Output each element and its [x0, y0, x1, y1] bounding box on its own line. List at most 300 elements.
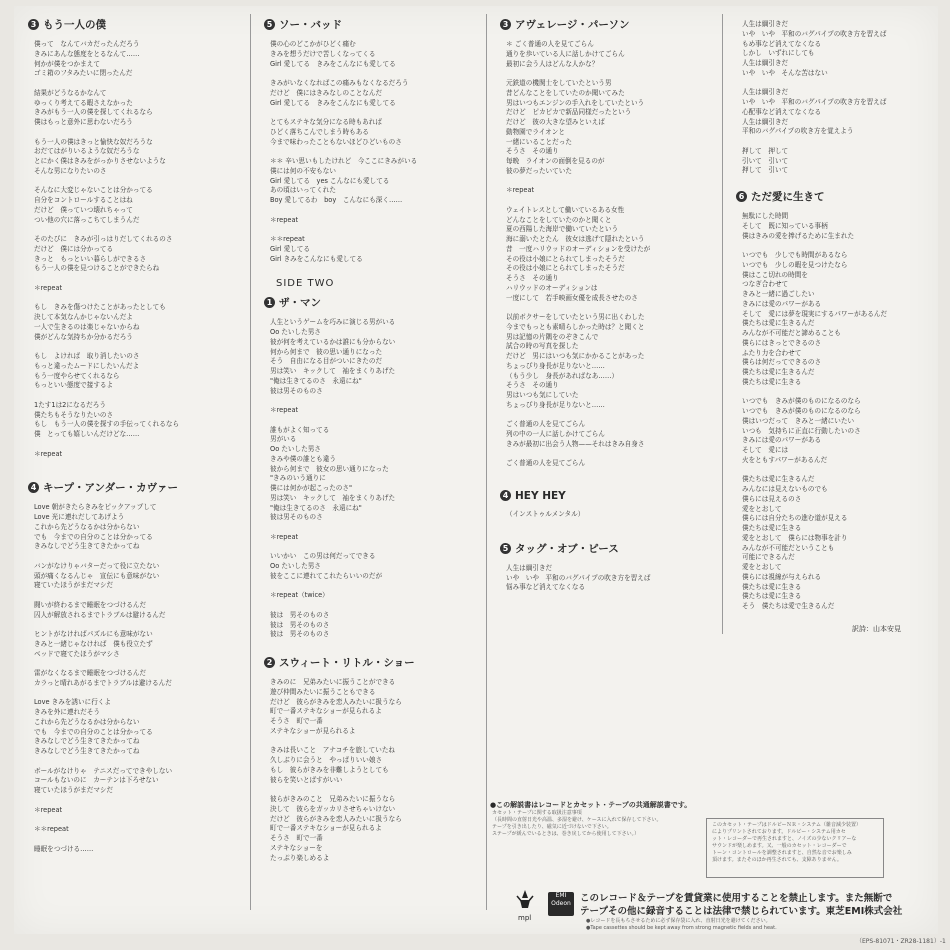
lyric-line: きみには愛のパワーがある	[742, 299, 822, 308]
lyric-line	[736, 241, 932, 251]
track-number-icon: 4	[28, 482, 39, 493]
lyric-line: 動物園でライオンと	[506, 127, 565, 136]
lyric-line: 決して 彼らをガッカリさせちゃいけない	[270, 804, 396, 813]
notice-line: サウンドが楽しめます。又、一般のカセット・レコーダーで	[712, 843, 847, 849]
lyric-line: 無駄にした時間	[742, 212, 789, 220]
lyric-line	[264, 147, 480, 157]
song-title: 4 キープ・アンダー・カヴァー	[28, 480, 244, 495]
lyric-line: 彼は 男そのものさ	[270, 630, 330, 639]
lyric-line: そして 愛には	[742, 446, 789, 454]
lyric-line: 以前ボクサーをしていたという男に出くわした	[506, 313, 645, 321]
lyric-line: 僕たちは愛に生きるんだ	[742, 368, 815, 376]
lyric-line: 人生というゲームを巧みに演じる男がいる	[270, 318, 396, 327]
lyric-line: Girl 愛してる きみをこんなにも愛してる	[270, 98, 396, 107]
lyric-line: いや いや 平和のバグパイプの吹き方を習えば	[742, 29, 887, 38]
note-line: ステープが緩んでいるときは、巻き戻してから使用して下さい。）	[492, 831, 640, 837]
lyric-line: 僕たちもそうなりたいのさ	[34, 410, 114, 419]
lyric-line	[28, 294, 244, 304]
lyric-line	[264, 523, 480, 533]
copyright-warning: このレコード＆テープを賃貸業に使用することを禁止します。また無断で テープその他に録音することは法律で禁じられています。東芝EMI株式会社	[580, 893, 903, 917]
lyric-line: 僕らには自分たちの進む道が見える	[742, 514, 848, 523]
lyric-line	[28, 391, 244, 401]
lyric-line: カラっと晴れあがるまでトラブルは避けるんだ	[34, 678, 172, 687]
lyric-line: ごく普通の人を見てごらん	[506, 420, 586, 429]
lyric-line: そんな男になりたいのさ	[34, 166, 107, 175]
lyric-line: いや いや 平和のバグパイプの吹き方を習えば	[742, 98, 887, 106]
lyric-line: 男がいる	[270, 435, 297, 444]
lyric-line: だけど 僕には分かってる	[34, 244, 114, 253]
lyric-line: そうさ 町で一番	[270, 834, 323, 842]
lyric-line: だけど 彼らがきみを恋人みたいに扱うなら	[270, 814, 402, 823]
lyric-line: 男はいつも気にしていた	[506, 391, 579, 399]
track-number-icon: 2	[264, 657, 275, 668]
lyric-line	[28, 591, 244, 601]
lyric-line: 心配事など消えてなくなる	[742, 107, 822, 116]
lyric-line: もし もう一人の僕を探すの手伝ってくれるなら	[34, 420, 180, 429]
emi-odeon-logo: EMI Odeon	[548, 892, 574, 916]
lyric-line: 彼の夢だったいていた	[506, 166, 572, 175]
song-title: 3 もう一人の僕	[28, 17, 244, 32]
lyric-line: つなぎ合わせて	[742, 280, 789, 289]
lyric-line: きみのに 兄弟みたいに振うことができる	[270, 678, 396, 686]
lyric-line: いいかい この男は何だってできる	[270, 552, 376, 561]
song-title: 5 タッグ・オブ・ピース	[500, 541, 716, 556]
lyric-line: だけど ピカピカで新品同様だったという	[506, 108, 632, 117]
lyric-line: だけど 彼の大きな望みといえば	[506, 118, 605, 126]
lyric-line: これから先どうなるかは分からない	[34, 522, 140, 531]
lyric-line: ひどく落ちこんでしまう時もある	[270, 127, 369, 136]
lyric-line: 押して 押して	[742, 146, 789, 155]
lyric-line: ゴミ箱のフタみたいに閉ったんだ	[34, 69, 133, 78]
lyric-line: もっといい態度で接するよ	[34, 381, 114, 390]
lyric-line: 悩み事など消えてなくなる	[506, 583, 586, 592]
lyric-line	[500, 450, 716, 460]
lyrics-block	[264, 40, 480, 264]
lyric-line: きみなしでどう生きてきたかってね	[34, 747, 140, 755]
track-number-icon: 5	[500, 543, 511, 554]
lyric-line: 僕たちは愛に生きる	[742, 592, 802, 601]
lyric-line: ちょっぴり身長が足りないと……	[506, 400, 605, 409]
lyric-line: 海に溺いたとたん 彼女は逃げて隠れたという	[506, 235, 645, 243]
lyric-line: 一度にして 若手映画女優を成長させたのさ	[506, 293, 638, 302]
lyric-line: 男は笑い キックして 袖をまくりあげた	[270, 367, 396, 375]
lyric-line: 愛をとおして	[742, 504, 782, 513]
lyric-line: ＊ ごく普通の人を見てごらん	[506, 40, 594, 48]
lyric-line: 火をともすパワーがあるんだ	[742, 455, 828, 464]
lyrics-block	[736, 20, 932, 176]
lyric-line: そして 愛には夢を現実にするパワーがあるんだ	[742, 309, 888, 318]
lyric-line: Girl 愛してる きみをこんなにも愛してる	[270, 59, 396, 68]
cassette-note	[486, 796, 722, 838]
catalog-code: （EPS-81071・ZR28-1181）-1	[856, 938, 946, 945]
lyric-line: 毎晩 ライオンの面倒を見るのが	[506, 157, 605, 165]
lyric-line: ＊repeat	[270, 215, 299, 224]
lyric-line: いつでも きみが僕のものになるのなら	[742, 397, 861, 406]
lyric-line: 通りを歩いている人に話しかけてごらん	[506, 49, 625, 58]
lyric-line: ちょっぴり身長が足りないと……	[506, 361, 605, 370]
lyric-line: その役は小娘にとられてしまったそうだ	[506, 254, 625, 263]
lyric-line: 僕らにはきっとできるのさ	[742, 338, 822, 347]
lyric-line	[264, 737, 480, 747]
care-line: ●レコードを長もちさせるために必ず保存袋に入れ、直射日光を避けてください。	[586, 918, 771, 924]
lyric-line	[500, 196, 716, 206]
lyric-line: ＊＊ 辛い思いもしたけれど 今ここにきみがいる	[270, 157, 418, 165]
track-number-icon: 5	[264, 19, 275, 30]
lyric-line: でも 今までの自分のことは分かってる	[34, 727, 153, 736]
lyric-line: 僕たちは愛に生きるんだ	[742, 319, 815, 328]
lyrics-block	[28, 503, 244, 854]
lyric-line: とてもステキな気分になる時もあれば	[270, 118, 382, 126]
lyric-line: おだてはがりいるような奴だろうな	[34, 147, 140, 156]
lyric-line	[28, 757, 244, 767]
lyric-line: Girl 愛してる	[270, 244, 310, 253]
lyric-line: きみなしでどう生きてきたかってね	[34, 542, 140, 551]
song-title: 6 ただ愛に生きて	[736, 189, 932, 204]
lyric-line: 夏の西陽した海岸で働いていたという	[506, 225, 619, 234]
lyric-line	[264, 108, 480, 118]
lyric-line: きみがもう一人の僕を探してくれるなら	[34, 108, 153, 117]
care-line: ●Tape cassettes should be kept away from strong magnetic fields and heat.	[586, 925, 777, 931]
lyric-line: きみは長いこと アナコチを旅していたね	[270, 746, 396, 755]
lyric-line: 僕はきみの愛を捧げるために生まれた	[742, 231, 855, 240]
lyric-line: 僕たちは愛に生きる	[742, 582, 802, 591]
mpl-logo-text: mpl	[518, 914, 532, 922]
lyric-line: もう一人の僕はきっと愉快な奴だろうな	[34, 137, 153, 146]
lyric-line: きみなしでどう生きてきたかってね	[34, 737, 140, 746]
lyric-line: 試合の時の写真を探した	[506, 342, 579, 351]
lyric-line: もし 彼らがきみを非難しようとしても	[270, 765, 389, 774]
lyric-line: 彼は男そのものさ	[270, 513, 323, 522]
lyric-line	[28, 835, 244, 845]
lyric-line	[736, 388, 932, 398]
lyric-line: 闘いが終わるまで睡眠をつづけるんだ	[34, 600, 147, 609]
note-title: ●この解説書はレコードとカセット・テープの共通解説書です。	[490, 801, 692, 809]
lyric-line: 寝ていたほうがまだマシだ	[34, 581, 114, 590]
lyric-line: もっと違ったムードにしたいんだよ	[34, 361, 140, 370]
note-line: テープを引き出したり、磁気に近づけないで下さい。	[492, 824, 612, 830]
lyric-line	[264, 582, 480, 592]
lyric-line: 僕らには見えるのさ	[742, 494, 802, 503]
lyric-line: "俺は生きてるのさ 永遠にね"	[270, 503, 362, 512]
lyric-line: 男は記憶の片隅をのぞきこんで	[506, 332, 599, 341]
lyric-line: だけど 僕にはきみなしのことなんだ	[270, 88, 383, 97]
lyric-line: 僕 とっても嬉しいんだけどな……	[34, 430, 140, 438]
lyric-line: ＊repeat	[270, 532, 299, 541]
lyric-line	[264, 396, 480, 406]
lyric-line: Oo たいした男さ	[270, 328, 321, 336]
lyric-line: そうさ 町で一番	[270, 717, 323, 725]
song-title: 4 HEY HEY	[500, 490, 716, 502]
lyric-line: ボールがなけりゃ テニスだってできやしない	[34, 766, 173, 775]
lyric-line	[500, 411, 716, 421]
lyric-line: そう 自由になる目がついにきたのだ	[270, 357, 383, 366]
lyric-line: そうさ その通り	[506, 274, 559, 282]
lyric-line: 決して本気なんかじゃないんだよ	[34, 313, 133, 321]
lyric-line: 結果がどうなるかなんて	[34, 88, 107, 97]
column-4	[722, 14, 938, 924]
lyric-line: 彼は 男そのものさ	[270, 610, 330, 619]
notice-line: によりプリントされております。ドルビー・システム用カセ	[712, 829, 846, 835]
lyric-line: 僕たちは愛に生きる	[742, 377, 802, 386]
track-number-icon: 3	[28, 19, 39, 30]
lyric-line	[28, 128, 244, 138]
lyric-line: 引いて 引いて	[742, 156, 789, 165]
lyric-line: Girl きみをこんなにも愛してる	[270, 254, 363, 263]
lyric-line: Oo たいした男さ	[270, 445, 321, 453]
lyric-line: でも 今までの自分のことは分かってる	[34, 532, 153, 541]
lyric-line: 僕がどんな気持ちか分かるだろう	[34, 332, 133, 341]
lyric-line	[500, 69, 716, 79]
lyrics-block	[500, 40, 716, 469]
lyric-line: 昔 一度ハリウッドのオーディションを受けたが	[506, 244, 651, 253]
lyric-line: ＊repeat	[34, 283, 63, 292]
lyric-line	[264, 225, 480, 235]
lyric-line: 彼らを笑いとばすがいい	[270, 775, 343, 784]
lyric-line: 男は笑い キックして 袖をまくりあげた	[270, 493, 396, 502]
lyric-line: 人生は綱引きだ	[742, 59, 789, 67]
lyric-line	[28, 620, 244, 630]
lyric-line: ヒントがなければパズルにも意味がない	[34, 630, 153, 638]
lyric-line	[264, 416, 480, 426]
lyric-sheet	[14, 6, 946, 945]
lyric-line	[28, 659, 244, 669]
lyric-line: きみと一緒じゃなければ 僕も役立たず	[34, 639, 153, 648]
lyric-line: ゆっくり考えてる暇さえなかった	[34, 98, 133, 107]
lyric-line: ふたり力を合わせて	[742, 348, 802, 357]
lyric-line: 彼らがきみのこと 兄弟みたいに振うなら	[270, 795, 396, 803]
lyric-line: 僕たちは愛に生きるんだ	[742, 475, 815, 484]
lyric-line: 彼は男そのものさ	[270, 386, 323, 395]
song-title: 5 ソー・バッド	[264, 17, 480, 32]
song-title: 2 スウィート・リトル・ショー	[264, 655, 480, 670]
lyric-line: 彼が何を考えているかは誰にも分からない	[270, 337, 396, 346]
lyric-line	[500, 177, 716, 187]
lyric-line: ハリウッドのオーディションは	[506, 283, 598, 292]
lyric-line: 睡眠をつづける……	[34, 844, 94, 853]
lyric-line: 彼は 男そのものさ	[270, 620, 330, 629]
lyric-line: 頭が痛くなるんじゃ 宣伝にも意味がない	[34, 571, 160, 580]
lyrics-block	[500, 564, 716, 593]
lyric-line: 寝ていたほうがまだマシだ	[34, 786, 114, 794]
lyric-line: いや いや そんな苦はない	[742, 68, 828, 77]
lyric-line	[28, 796, 244, 806]
lyric-line: 人生は綱引きだ	[742, 20, 789, 28]
lyric-line: だけど 僕っていつ壊れちゃって	[34, 205, 133, 214]
lyric-line: もめ事など消えてなくなる	[742, 39, 822, 48]
lyric-line: きみと一緒に過ごしたい	[742, 290, 815, 298]
lyric-line: みんなが不可能だということも	[742, 543, 835, 552]
lyric-line: もう一度やらせてくれるなら	[34, 371, 120, 380]
lyric-line: ステキなショーを	[270, 843, 323, 852]
lyric-line: きみにあんな態度をとるなんて……	[34, 49, 140, 58]
lyric-line: 可能にできるんだ	[742, 553, 795, 562]
lyric-line: 僕たちは愛に生きる	[742, 524, 802, 532]
column-2	[250, 14, 486, 924]
lyric-line	[28, 815, 244, 825]
lyric-line: 遊び仲間みたいに振うこともできる	[270, 687, 376, 696]
lyric-line: 誰もがよく知ってる	[270, 425, 330, 434]
lyric-line: 元鉄道の機関士をしていたという男	[506, 79, 612, 87]
lyric-line: みんなが不可能だと諦めることも	[742, 329, 841, 337]
lyric-line: 雷がなくなるまで睡眠をつづけるんだ	[34, 669, 147, 677]
lyric-line: きみには愛のパワーがある	[742, 436, 822, 445]
lyric-line: だけど 彼らがきみを恋人みたいに扱うなら	[270, 697, 402, 706]
side-heading: SIDE TWO	[276, 278, 335, 290]
lyric-line: 何かが僕をつかまえて	[34, 59, 100, 68]
lyric-line: 最初に会う人はどんな人かな？	[506, 59, 599, 68]
lyric-line: みんなには見えないものでも	[742, 485, 828, 493]
lyric-line: ステキなショーが見られるよ	[270, 726, 356, 735]
lyric-line: たっぷり楽しめるよ	[270, 853, 330, 862]
lyric-line: 僕はここ切れの時間を	[742, 270, 808, 279]
lyric-line	[28, 274, 244, 284]
lyric-line: 何から何まで 彼の思い通りになった	[270, 347, 383, 356]
lyric-line: （インストゥルメンタル）	[506, 510, 585, 518]
lyric-line	[736, 79, 932, 89]
lyric-line: きみを外に連れだそう	[34, 708, 100, 716]
lyric-line: バンがなけりゃバターだって役に立たない	[34, 561, 160, 570]
lyric-line: そんなに大変じゃないことは分かってる	[34, 186, 153, 195]
lyric-line: ＊＊repeat	[270, 235, 305, 243]
lyric-line: 昔どんなことをしていたのか聞いてみた	[506, 88, 625, 97]
track-number-icon: 4	[500, 490, 511, 501]
lyric-line: 僕には何の不安もない	[270, 166, 336, 175]
lyric-line	[28, 689, 244, 699]
lyric-line	[28, 225, 244, 235]
lyric-line: Boy 愛してるわ boy こんなにも深く……	[270, 196, 403, 204]
lyric-line: いつでも 少しでも時間があるなら	[742, 251, 848, 259]
lyric-line: 囚人が解放されるまでトラブルは避けるんだ	[34, 610, 166, 619]
lyric-line: "きみのいう通りに	[270, 474, 326, 483]
lyric-line: だけど 男にはいつも気にかかることがあった	[506, 352, 645, 360]
lyric-line: つい他の穴に落っこちてしまうんだ	[34, 215, 140, 224]
lyric-line: そう 僕たちは愛で生きるんだ	[742, 602, 835, 610]
lyric-line: 久しぶりに会うと やっぱりいい娘さ	[270, 756, 383, 764]
lyric-line: そうさ その通り	[506, 381, 559, 390]
lyric-line: 愛をとおして	[742, 563, 782, 571]
lyric-line: 自分をコントロールすることはね	[34, 196, 133, 204]
lyric-line: そうさ その通り	[506, 147, 559, 156]
lyric-line: とにかく僕はきみをがっかりさせないような	[34, 157, 166, 165]
lyric-line: 平和のバグパイプの吹き方を覚えよう	[742, 127, 854, 136]
lyric-line: いや いや 平和のバグパイプの吹き方を習えば	[506, 573, 651, 582]
lyric-line: 僕らは何だってできるのさ	[742, 358, 822, 367]
lyric-line: 男はいつもエンジンの手入れをしていたという	[506, 98, 645, 107]
lyric-line: 一緒にいることだった	[506, 137, 572, 146]
lyric-line	[264, 69, 480, 79]
lyric-line: Love 朝がきたらきみをピックアップして	[34, 503, 157, 512]
lyric-line: ウェイトレスとして働いているある女性	[506, 205, 625, 214]
lyric-line: いつでも 少しの暇を見つけたなら	[742, 260, 848, 269]
lyric-line: 町で一番ステキなショーが見られるよ	[270, 707, 382, 716]
lyric-line: あの頃はいってくれた	[270, 186, 336, 195]
care-notes	[580, 918, 777, 932]
lyric-line: そのたびに きみが引っはりだしてくれるのさ	[34, 235, 173, 243]
lyric-line	[264, 206, 480, 216]
lyric-line: しかし いずれにしても	[742, 49, 815, 58]
lyric-line: もう一人の僕を見つけることができたらね	[34, 264, 160, 273]
lyric-line	[28, 177, 244, 187]
song-title: 1 ザ・マン	[264, 295, 480, 310]
lyric-line: 1たす1は2になるだろう	[34, 400, 106, 409]
lyric-line: きみや僕の誰とも違う	[270, 454, 336, 463]
lyric-line	[28, 79, 244, 89]
lyric-line	[264, 601, 480, 611]
notice-line: トーン・コントロールを調整されますと、自然な音でお楽しみ	[712, 850, 852, 856]
lyric-line	[264, 543, 480, 553]
lyric-line: ベッドで寝てたほうがマシさ	[34, 649, 120, 658]
lyric-line: きみが最初に出会う人物——それはきみ自身さ	[506, 439, 645, 448]
lyric-line: Girl 愛してる yes こんなにも愛してる	[270, 176, 390, 185]
lyric-line: 今までもっとも素晴らしかった時は？と聞くと	[506, 322, 645, 331]
lyric-line: 彼をここに連れてこれたらいいのだが	[270, 571, 383, 580]
lyric-line: 愛をとおして 僕らには物事を計り	[742, 533, 848, 542]
lyric-line	[28, 440, 244, 450]
note-line: （長時間の直射日光や高温、多湿を避け、ケースに入れて保存して下さい。	[492, 817, 662, 823]
lyrics-block	[500, 510, 716, 520]
dolby-notice-box	[706, 818, 884, 878]
lyric-line: ＊repeat	[34, 805, 63, 814]
lyric-line	[28, 552, 244, 562]
track-number-icon: 3	[500, 19, 511, 30]
lyric-line: 僕って なんてバカだったんだろう	[34, 40, 140, 48]
lyrics-block	[736, 212, 932, 612]
lyric-line: どんなことをしていたのかと聞くと	[506, 215, 612, 224]
lyric-line: そして 既に知っている事柄	[742, 221, 828, 230]
lyric-line	[736, 137, 932, 147]
lyric-line: ＊repeat（twice）	[270, 591, 329, 600]
lyric-line: ＊repeat	[34, 449, 63, 458]
column-3	[486, 14, 722, 924]
note-line: カセット・テープに関する取扱注意事項	[492, 810, 582, 816]
lyric-line: Love きみを誘いに行くよ	[34, 698, 111, 707]
lyric-line: もし きみを傷つけたことがあったとしても	[34, 303, 166, 312]
lyric-line: その役は小娘にとられてしまったそうだ	[506, 264, 625, 273]
track-number-icon: 6	[736, 191, 747, 202]
lyric-line: 人生は綱引きだ	[742, 88, 789, 97]
lyric-line: 僕はいつだって きみと一緒にいたい	[742, 416, 855, 425]
lyric-line: 僕らには視線が与えられる	[742, 572, 822, 581]
lyric-line: 人生は綱引きだ	[506, 563, 553, 572]
lyrics-block	[28, 40, 244, 459]
lyric-line: 今まで味わったこともないほどひどいものさ	[270, 137, 402, 146]
lyric-line: ＊repeat	[506, 186, 535, 195]
lyric-line: もし よければ 取り消したいのさ	[34, 352, 140, 360]
lyric-line	[28, 342, 244, 352]
lyric-line: きみがいなくなればこの痛みもなくなるだろう	[270, 79, 409, 87]
lyric-line: 押して 引いて	[742, 166, 789, 175]
lyric-line: きっと もっといい暮らしができるさ	[34, 254, 147, 263]
notice-line: このカセット・テープはドルビーＮＲ・システム（雑音減少装置）	[712, 822, 862, 828]
lyric-line: （もう少し 身長があればなあ……）	[506, 371, 619, 380]
lyric-line	[736, 466, 932, 476]
lyric-line: 僕はもっと意外に思わないだろう	[34, 118, 133, 126]
lyric-line: ＊repeat	[270, 406, 299, 414]
column-1	[14, 14, 250, 924]
lyric-line: 列の中の一人に話しかけてごらん	[506, 430, 605, 438]
lyrics-block	[264, 318, 480, 640]
lyric-line: いつも 気持ちに正直に行動したいのさ	[742, 426, 861, 435]
notice-line: 頂けます。またそのほか再生されても、支障ありません。	[712, 857, 842, 863]
lyric-line: 人生は綱引きだ	[742, 117, 789, 126]
translation-credit: 訳詩：山本安見	[852, 625, 901, 633]
lyric-line: ＊＊repeat	[34, 825, 69, 833]
lyric-line: きみを想うだけで苦しくなってくる	[270, 49, 376, 58]
lyric-line: "俺は生きてるのさ 永遠にね"	[270, 376, 362, 385]
lyric-line: Love 光に連れだしてあげよう	[34, 513, 125, 521]
lyric-line: 僕には何かが起こったのさ"	[270, 484, 353, 492]
lyric-line: 町で一番ステキなショーが見られるよ	[270, 824, 382, 833]
